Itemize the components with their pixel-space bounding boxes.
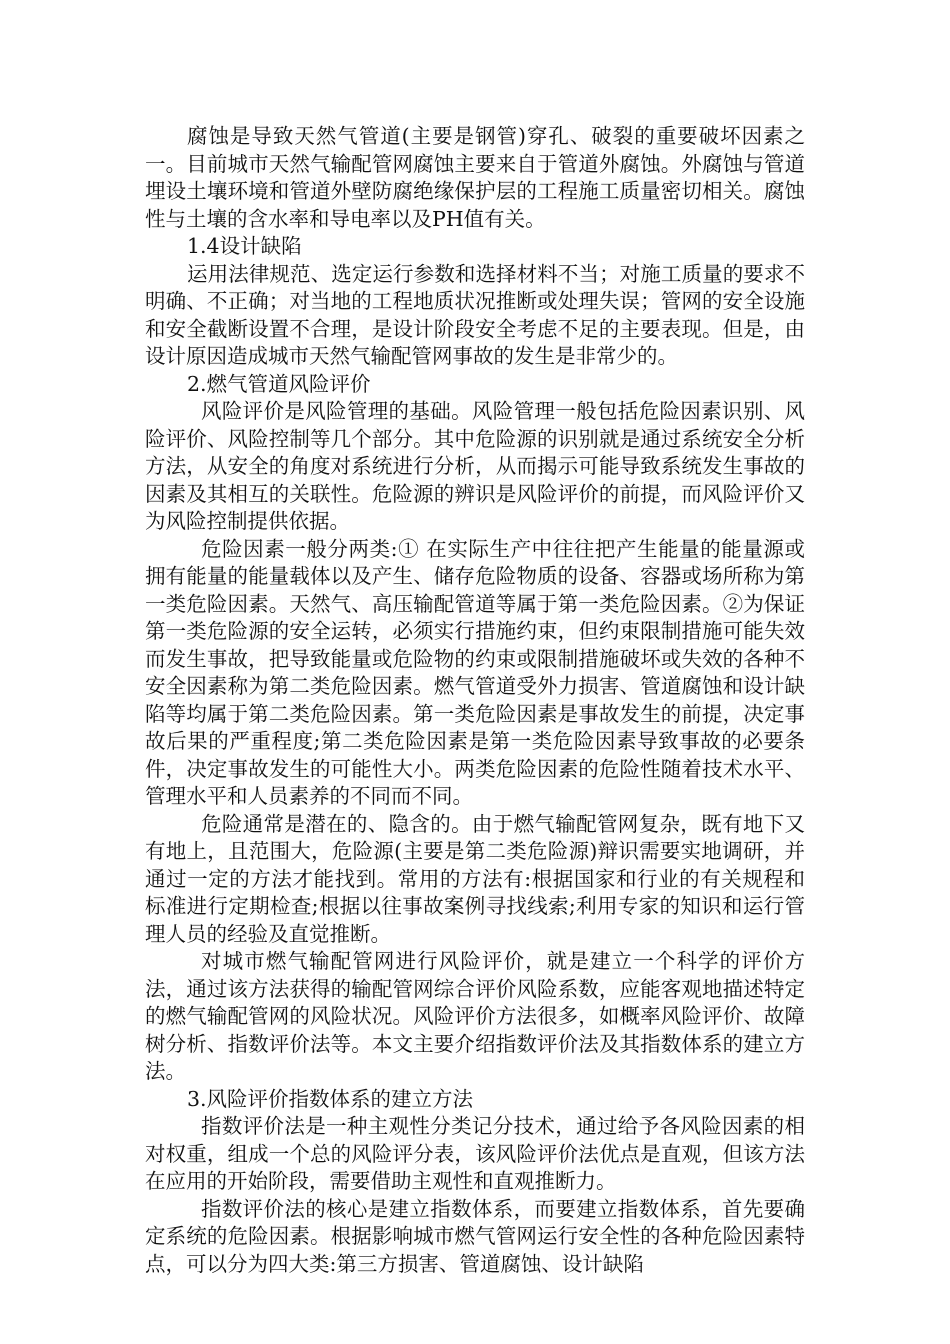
paragraph-corrosion: 腐蚀是导致天然气管道(主要是钢管)穿孔、破裂的重要破坏因素之一。目前城市天然气输配管网腐蚀主要来自于管道外腐蚀。外腐蚀与管道埋设土壤环境和管道外壁防腐绝缘保护层的工程施工质量密切相关。腐蚀性与土壤的含水率和导电率以及PH值有关。 — [145, 124, 805, 231]
paragraph-risk-management: 风险评价是风险管理的基础。风险管理一般包括危险因素识别、风险评价、风险控制等几个部分。其中危险源的识别就是通过系统安全分析方法，从安全的角度对系统进行分析，从而揭示可能导致系统发生事故的因素及其相互的关联性。危险源的辨识是风险评价的前提，而风险评价又为风险控制提供依据。 — [145, 399, 805, 533]
document-body — [145, 123, 805, 1278]
paragraph-hazard-types: 危险因素一般分两类:① 在实际生产中往往把产生能量的能量源或拥有能量的能量载体以及产生、储存危险物质的设备、容器或场所称为第一类危险因素。天然气、高压输配管道等属于第一类危险因素。②为保证第一类危险源的安全运转，必须实行措施约束，但约束限制措施可能失效而发生事故，把导致能量或危险物的约束或限制措施破坏或失效的各种不安全因素称为第二类危险因素。燃气管道受外力损害、管道腐蚀和设计缺陷等均属于第二类危险因素。第一类危险因素是事故发生的前提，决定事故后果的严重程度;第二类危险因素是第一类危险因素导致事故的必要条件，决定事故发生的可能性大小。两类危险因素的危险性随着技术水平、管理水平和人员素养的不同而不同。 — [145, 536, 805, 808]
paragraph-index-method: 指数评价法是一种主观性分类记分技术，通过给予各风险因素的相对权重，组成一个总的风险评分表，该风险评价法优点是直观，但该方法在应用的开始阶段，需要借助主观性和直观推断力。 — [145, 1114, 805, 1193]
paragraph-evaluation-methods: 对城市燃气输配管网进行风险评价，就是建立一个科学的评价方法，通过该方法获得的输配管网综合评价风险系数，应能客观地描述特定的燃气输配管网的风险状况。风险评价方法很多，如概率风险评价、故障树分析、指数评价法等。本文主要介绍指数评价法及其指数体系的建立方法。 — [145, 949, 805, 1083]
paragraph-index-core: 指数评价法的核心是建立指数体系，而要建立指数体系，首先要确定系统的危险因素。根据影响城市燃气管网运行安全性的各种危险因素特点，可以分为四大类:第三方损害、管道腐蚀、设计缺陷 — [145, 1196, 805, 1276]
paragraph-design-defects: 运用法律规范、选定运行参数和选择材料不当；对施工质量的要求不明确、不正确；对当地的工程地质状况推断或处理失误；管网的安全设施和安全截断设置不合理，是设计阶段安全考虑不足的主要表现。但是，由设计原因造成城市天然气输配管网事故的发生是非常少的。 — [145, 261, 805, 368]
heading-index-system: 3.风险评价指数体系的建立方法 — [187, 1086, 474, 1111]
paragraph-hazard-identification: 危险通常是潜在的、隐含的。由于燃气输配管网复杂，既有地下又有地上，且范围大，危险源(主要是第二类危险源)辩识需要实地调研，并通过一定的方法才能找到。常用的方法有:根据国家和行业的有关规程和标准进行定期检查;根据以往事故案例寻找线索;利用专家的知识和运行管理人员的经验及直觉推断。 — [145, 811, 805, 946]
heading-design-defects: 1.4设计缺陷 — [187, 234, 302, 258]
heading-risk-evaluation: 2.燃气管道风险评价 — [187, 371, 371, 396]
